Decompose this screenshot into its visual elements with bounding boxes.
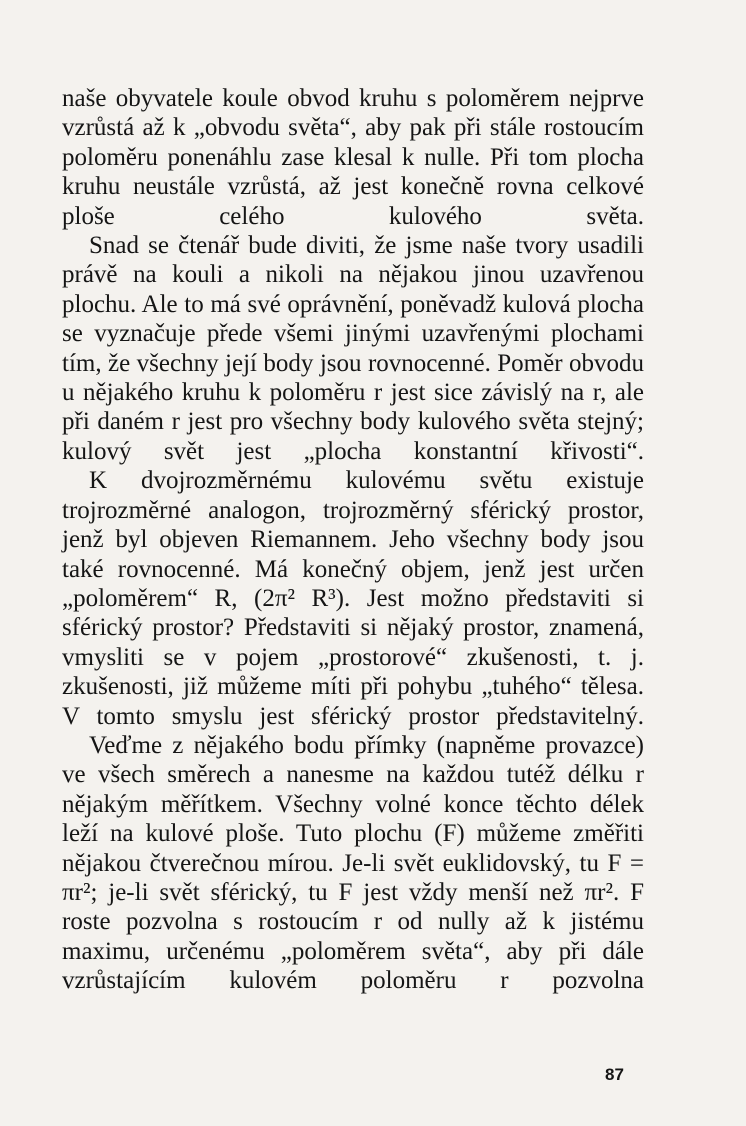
paragraph-1: naše obyvatele koule obvod kruhu s poloměrem nejprve vzrůstá až k „obvodu světa“, aby pak při stále rostoucím poloměru ponenáhlu zase klesal k nulle. Při tom plocha kruhu neustále vzrůstá, až jest konečně rovna celkové ploše celého kulového světa. bbox=[62, 85, 644, 230]
page-text bbox=[62, 84, 644, 996]
paragraph-4: Veďme z nějakého bodu přímky (napněme provazce) ve všech směrech a nanesme na každou tutéž délku r nějakým měřítkem. Všechny volné konce těchto délek leží na kulové ploše. Tuto plochu (F) můžeme změřiti nějakou čtverečnou mírou. Je-li svět euklidovský, tu F = πr²; je-li svět sférický, tu F jest vždy menší než πr². F roste pozvolna s rostoucím r od nully až k jistému maximu, určenému „poloměrem světa“, aby při dále vzrůstajícím kulovém poloměru r pozvolna bbox=[62, 731, 644, 995]
page-number: 87 bbox=[605, 1065, 624, 1084]
paragraph-2: Snad se čtenář bude diviti, že jsme naše tvory usadili právě na kouli a nikoli na nějakou jinou uzavřenou plochu. Ale to má své oprávnění, poněvadž kulová plocha se vyznačuje přede všemi jinými uzavřenými plochami tím, že všechny její body jsou rovnocenné. Poměr obvodu u nějakého kruhu k poloměru r jest sice závislý na r, ale při daném r jest pro všechny body kulového světa stejný; kulový svět jest „plocha konstantní křivosti“. bbox=[62, 232, 644, 465]
paragraph-3: K dvojrozměrnému kulovému světu existuje trojrozměrné analogon, trojrozměrný sférický prostor, jenž byl objeven Riemannem. Jeho všechny body jsou také rovnocenné. Má konečný objem, jenž jest určen „poloměrem“ R, (2π² R³). Jest možno představiti si sférický prostor? Představiti si nějaký prostor, znamená, vmysliti se v pojem „prostorové“ zkušenosti, t. j. zkušenosti, již můžeme míti při pohybu „tuhého“ tělesa. V tomto smyslu jest sférický prostor představitelný. bbox=[62, 467, 644, 730]
